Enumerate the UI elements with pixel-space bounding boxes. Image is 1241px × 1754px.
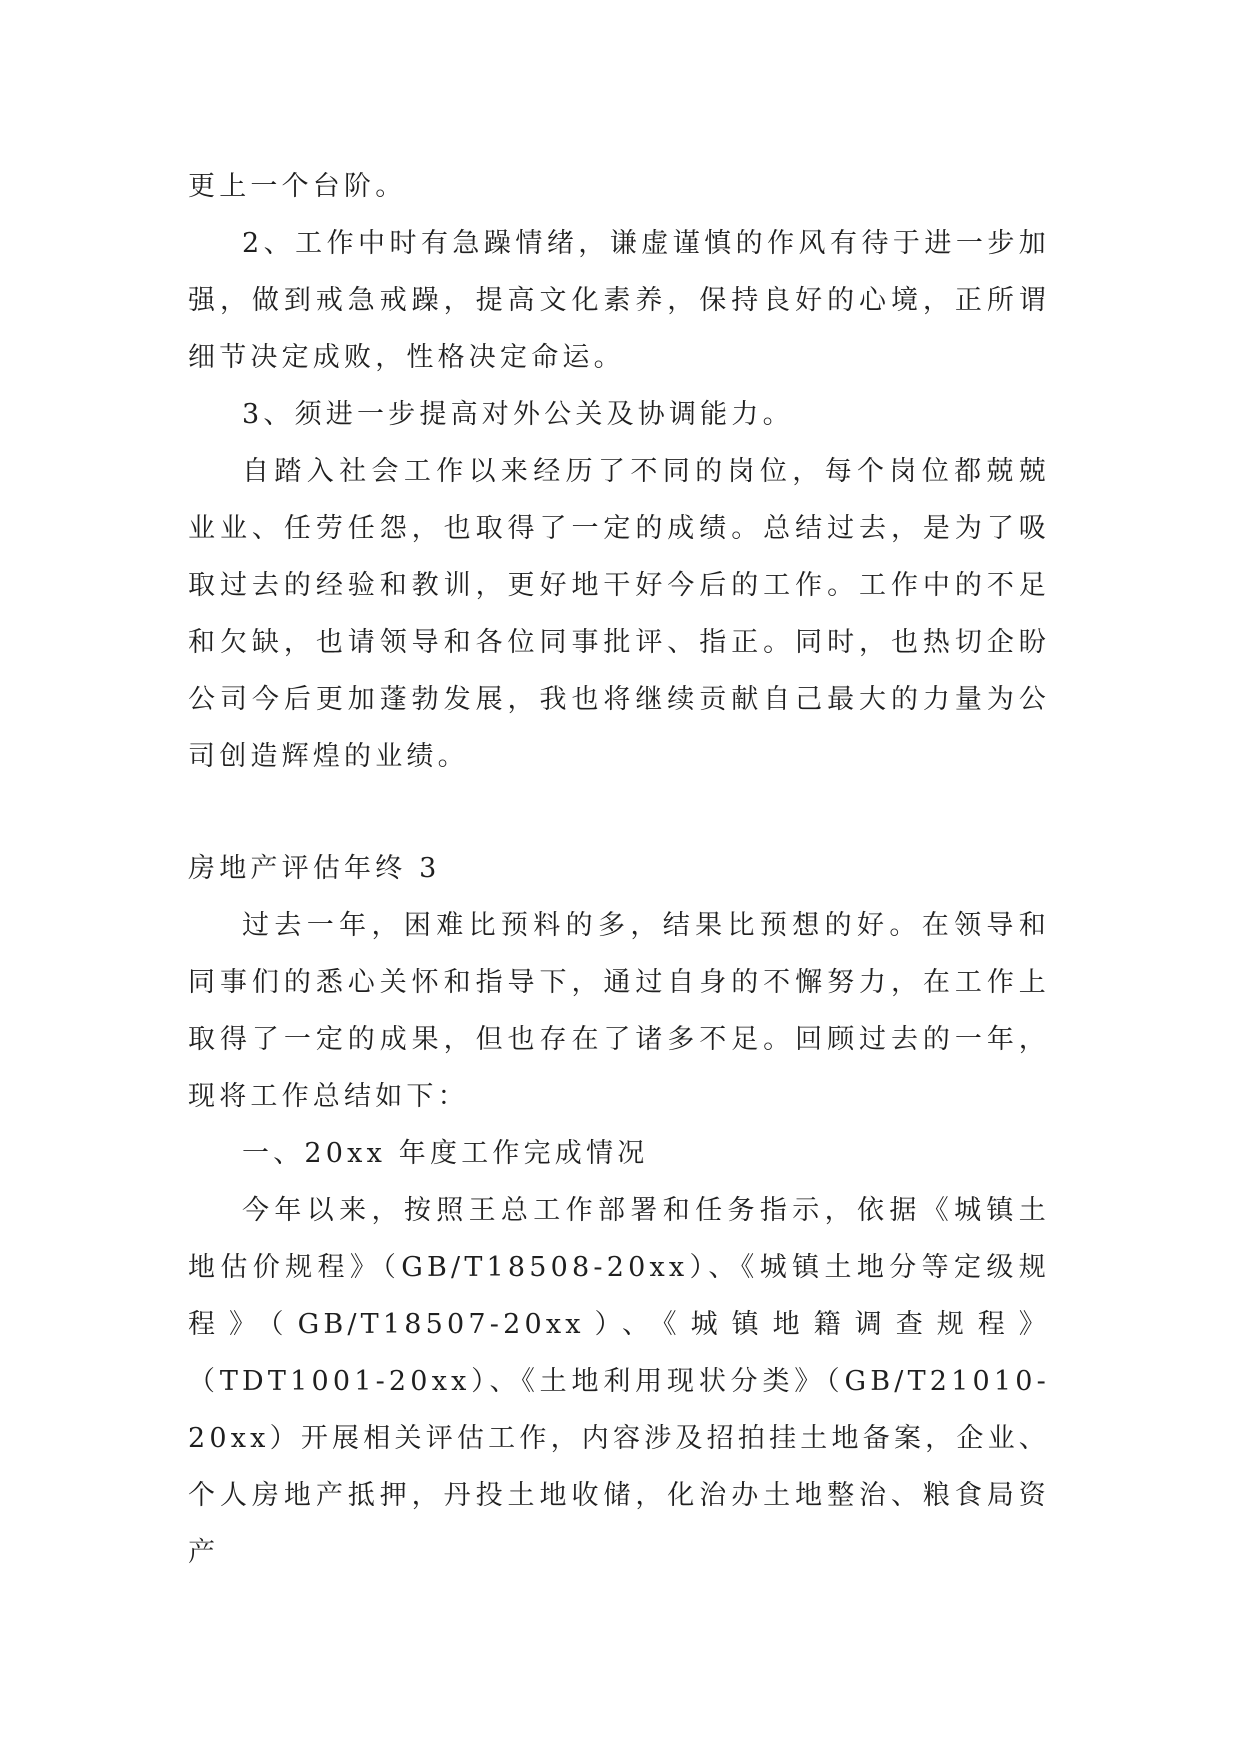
paragraph-intro: 过去一年，困难比预料的多，结果比预想的好。在领导和同事们的悉心关怀和指导下，通过自身的不懈努力，在工作上取得了一定的成果，但也存在了诸多不足。回顾过去的一年，现将工作总结如下：: [188, 910, 1050, 1112]
section-heading: 房地产评估年终 3: [188, 853, 441, 884]
paragraph-work-details: 今年以来，按照王总工作部署和任务指示，依据《城镇土地估价规程》（GB/T18508-20xx）、《城镇土地分等定级规程》（GB/T18507-20xx）、《城镇地籍调查规程》（TDT1001-20xx）、《土地利用现状分类》（GB/T21010-20xx）开展相关评估工作，内容涉及招拍挂土地备案，企业、个人房地产抵押，丹投土地收储，化治办土地整治、粮食局资产: [188, 1195, 1050, 1568]
document-body: [188, 158, 1050, 1581]
paragraph-item-3: 3、须进一步提高对外公关及协调能力。: [242, 399, 794, 430]
paragraph-continuation: 更上一个台阶。: [188, 171, 407, 202]
paragraph-conclusion: 自踏入社会工作以来经历了不同的岗位，每个岗位都兢兢业业、任劳任怨，也取得了一定的成绩。总结过去，是为了吸取过去的经验和教训，更好地干好今后的工作。工作中的不足和欠缺，也请领导和各位同事批评、指正。同时，也热切企盼公司今后更加蓬勃发展，我也将继续贡献自己最大的力量为公司创造辉煌的业绩。: [188, 456, 1050, 772]
subsection-heading: 一、20xx 年度工作完成情况: [242, 1138, 649, 1169]
paragraph-item-2: 2、工作中时有急躁情绪，谦虚谨慎的作风有待于进一步加强，做到戒急戒躁，提高文化素养，保持良好的心境，正所谓细节决定成败，性格决定命运。: [188, 228, 1050, 373]
